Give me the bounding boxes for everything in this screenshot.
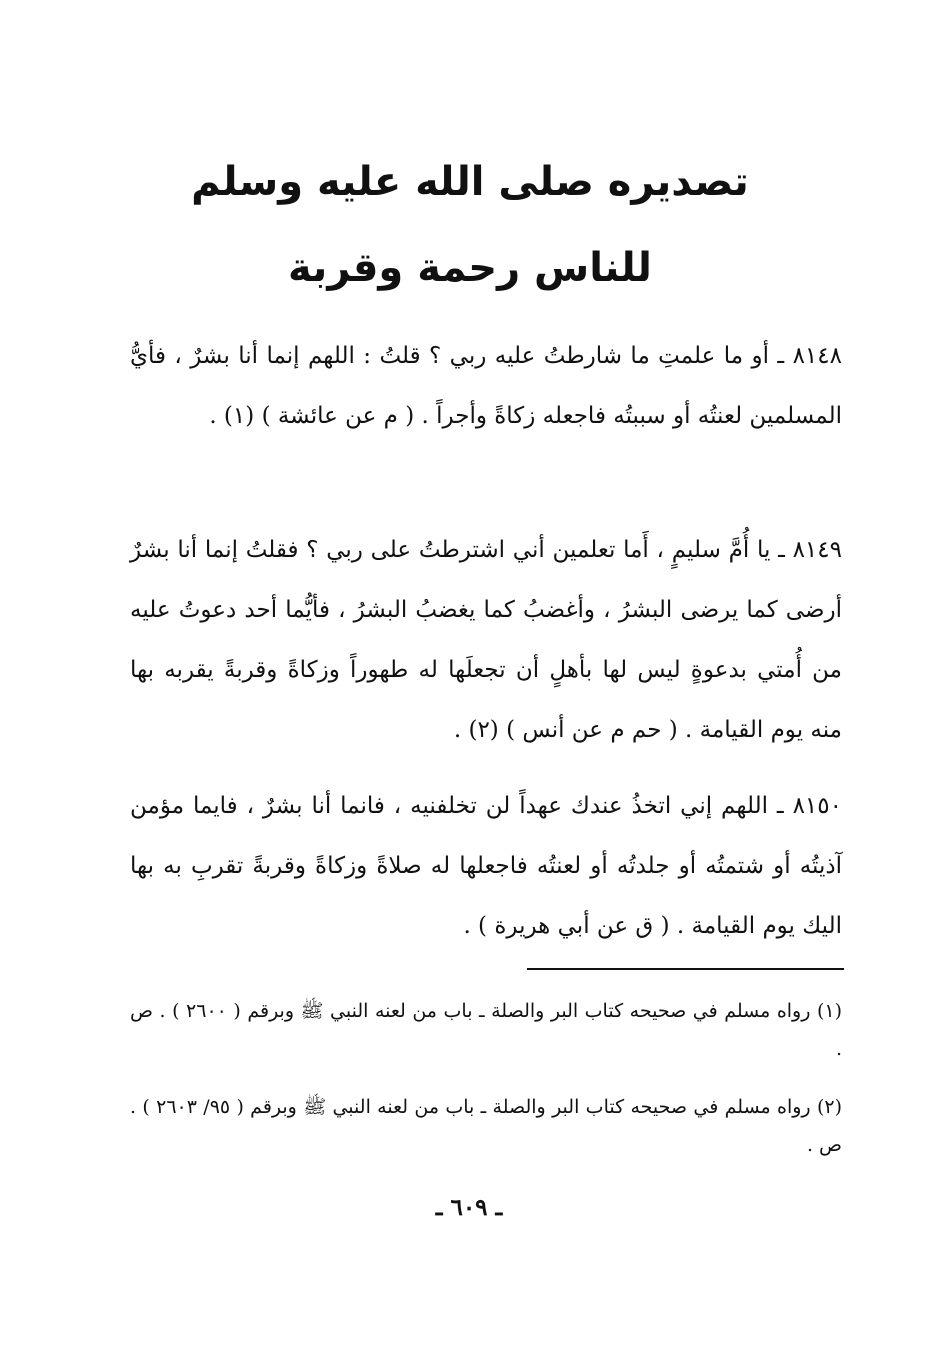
footnote-2: (٢) رواه مسلم في صحيحه كتاب البر والصلة ـ باب من لعنه النبي ﷺ وبرقم ( ٩٥/ ٢٦٠٣ ) . ص . xyxy=(130,1096,842,1156)
chapter-subtitle: للناس رحمة وقربة xyxy=(288,245,652,291)
hadith-8149: ٨١٤٩ ـ يا أُمَّ سليمٍ ، أَما تعلمين أني اشترطتُ على ربي ؟ فقلتُ إنما أنا بشرٌ أرضى كما يرضى البشرُ ، وأغضبُ كما يغضبُ البشرُ ، فأيُّما أحد دعوتُ عليه من أُمتي بدعوةٍ ليس لها بأهلٍ أن تجعلَها له طهوراً وزكاةً وقربةً يقربه بها منه يوم القيامة . ( حم م عن أنس ) (٢) . xyxy=(130,537,842,743)
page-number: ـ ٦٠٩ ـ xyxy=(435,1194,503,1221)
footnote-divider xyxy=(527,968,844,970)
hadith-8150: ٨١٥٠ ـ اللهم إني اتخذُ عندك عهداً لن تخلفنيه ، فانما أنا بشرٌ ، فايما مؤمن آذيتُه أو شتمتُه أو جلدتُه أو لعنتُه فاجعلها له صلاةً وزكاةً وقربةً تقربِ به بها اليك يوم القيامة . ( ق عن أبي هريرة ) . xyxy=(130,793,842,939)
footnote-1: (١) رواه مسلم في صحيحه كتاب البر والصلة ـ باب من لعنه النبي ﷺ وبرقم ( ٢٦٠٠ ) . ص . xyxy=(130,1000,842,1060)
hadith-8148: ٨١٤٨ ـ أو ما علمتِ ما شارطتُ عليه ربي ؟ قلتُ : اللهم إنما أنا بشرٌ ، فأيُّ المسلمين لعنتُه أو سببتُه فاجعله زكاةً وأجراً . ( م عن عائشة ) (١) . xyxy=(130,343,842,429)
chapter-title: تصديره صلى الله عليه وسلم xyxy=(191,159,749,205)
